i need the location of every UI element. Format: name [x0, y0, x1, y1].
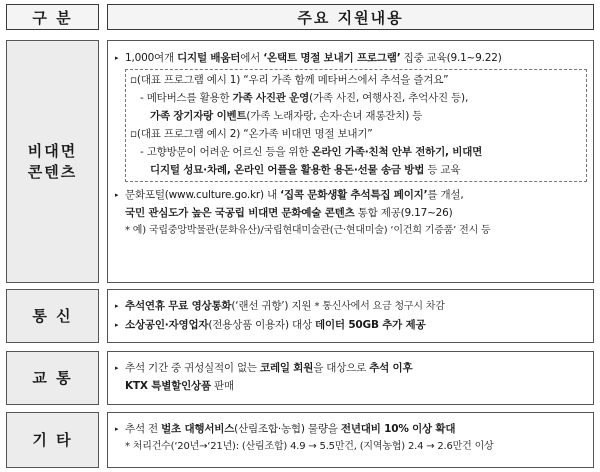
text-bold: 추석 이후 [369, 362, 413, 374]
bullet-marker-icon: ▸ [115, 364, 119, 372]
text-bold: 가족 장기자랑 이벤트 [150, 110, 247, 122]
header-category: 구 분 [6, 4, 99, 30]
text-bold: 전년대비 10% 이상 확대 [340, 423, 456, 435]
text: (‘랜선 귀향’) 지원 [231, 300, 315, 312]
text: (가족 사진, 여행사진, 추억사진 등), [309, 92, 469, 104]
telecom-line-2 [115, 316, 587, 334]
telecom-note: * 통신사에서 요금 청구시 차감 [314, 301, 445, 312]
text-bold: 가족 사진관 운영 [232, 92, 310, 104]
example-1-line-2 [130, 107, 582, 125]
bullet-marker-icon: ▸ [115, 302, 119, 310]
bullet-marker-icon: ▸ [115, 425, 119, 433]
text: 문화포털(www.culture.go.kr) 내 [125, 189, 281, 201]
text: 판매 [210, 380, 234, 392]
example-1-title: ▫(대표 프로그램 예시 1) “우리 가족 함께 메타버스에서 추석을 즐겨요” [130, 74, 449, 86]
text: - 고향방문이 어려운 어르신 등을 위한 [140, 146, 312, 158]
text: 1,000여개 [125, 52, 178, 64]
header-content: 주요 지원내용 [107, 4, 594, 30]
text-bold: 국민 관심도가 높은 국공립 비대면 문화예술 콘텐츠 [125, 207, 355, 219]
text-bold: 데이터 50GB 추가 제공 [315, 319, 426, 331]
text: 을 대상으로 [313, 362, 370, 374]
other-line-1 [115, 420, 587, 438]
content-other [107, 412, 594, 468]
online-bullet-1 [115, 49, 587, 67]
telecom-line-1 [115, 297, 587, 316]
example-2-line-2 [130, 161, 582, 179]
example-1-line-1 [130, 89, 582, 107]
category-online-line2: 콘텐츠 [27, 162, 78, 181]
text: - 메타버스를 활용한 [140, 92, 233, 104]
text: 를 개설, [427, 189, 464, 201]
online-bullet-2-line-2 [115, 204, 587, 222]
category-other: 기 타 [6, 412, 99, 468]
content-online [107, 40, 594, 283]
text-bold: 디지털 성묘·차례, 온라인 어플을 활용한 용돈·선물 송금 방법 [150, 164, 425, 176]
text-bold: ‘온택트 명절 보내기 프로그램’ [263, 52, 401, 64]
example-2-line-1 [130, 143, 582, 161]
text-bold: ‘집콕 문화생활 추석특집 페이지’ [280, 189, 428, 201]
text-bold: 소상공인·자영업자 [125, 319, 209, 331]
bullet-marker-icon: ▸ [115, 321, 119, 329]
text: 등 교육 [424, 164, 461, 176]
category-transport: 교 통 [6, 351, 99, 405]
text-bold: KTX 특별할인상품 [125, 380, 211, 392]
bullet-marker-icon: ▸ [115, 54, 119, 62]
text: 추석 전 [125, 423, 162, 435]
content-telecom [107, 289, 594, 343]
category-online-line1: 비대면 [27, 141, 78, 160]
text: (산림조합·농협) 물량을 [234, 423, 341, 435]
text: 추석 기간 중 귀성실적이 없는 [125, 362, 261, 374]
category-online [6, 40, 99, 283]
transport-line-2 [115, 377, 587, 395]
text: 통합 제공(9.17~26) [354, 207, 453, 219]
text: 집중 교육(9.1~9.22) [400, 52, 502, 64]
example-programs-box [125, 69, 587, 182]
online-bullet-2-line-1 [115, 186, 587, 204]
text-bold: 코레일 회원 [260, 362, 314, 374]
bullet-marker-icon: ▸ [115, 191, 119, 199]
text-bold: 디지털 배움터 [177, 52, 241, 64]
text-bold: 벌초 대행서비스 [161, 423, 235, 435]
text: (전용상품 이용자) 대상 [208, 319, 316, 331]
other-note: * 처리건수(‘20년→‘21년): (산림조합) 4.9 → 5.5만건, (지역농협) 2.4 → 2.6만건 이상 [125, 441, 494, 452]
online-note: * 예) 국립중앙박물관(문화유산)/국립현대미술관(근·현대미술) ‘이건희 기증품’ 전시 등 [125, 225, 491, 236]
text: 에서 [240, 52, 264, 64]
transport-line-1 [115, 359, 587, 377]
text-bold: 추석연휴 무료 영상통화 [125, 300, 232, 312]
content-transport [107, 351, 594, 405]
text-bold: 온라인 가족·친척 안부 전하기, 비대면 [311, 146, 483, 158]
text: (가족 노래자랑, 손자·손녀 재롱잔치) 등 [246, 110, 423, 122]
category-telecom: 통 신 [6, 289, 99, 343]
example-2-title: ▫(대표 프로그램 예시 2) “온가족 비대면 명절 보내기” [130, 128, 373, 140]
